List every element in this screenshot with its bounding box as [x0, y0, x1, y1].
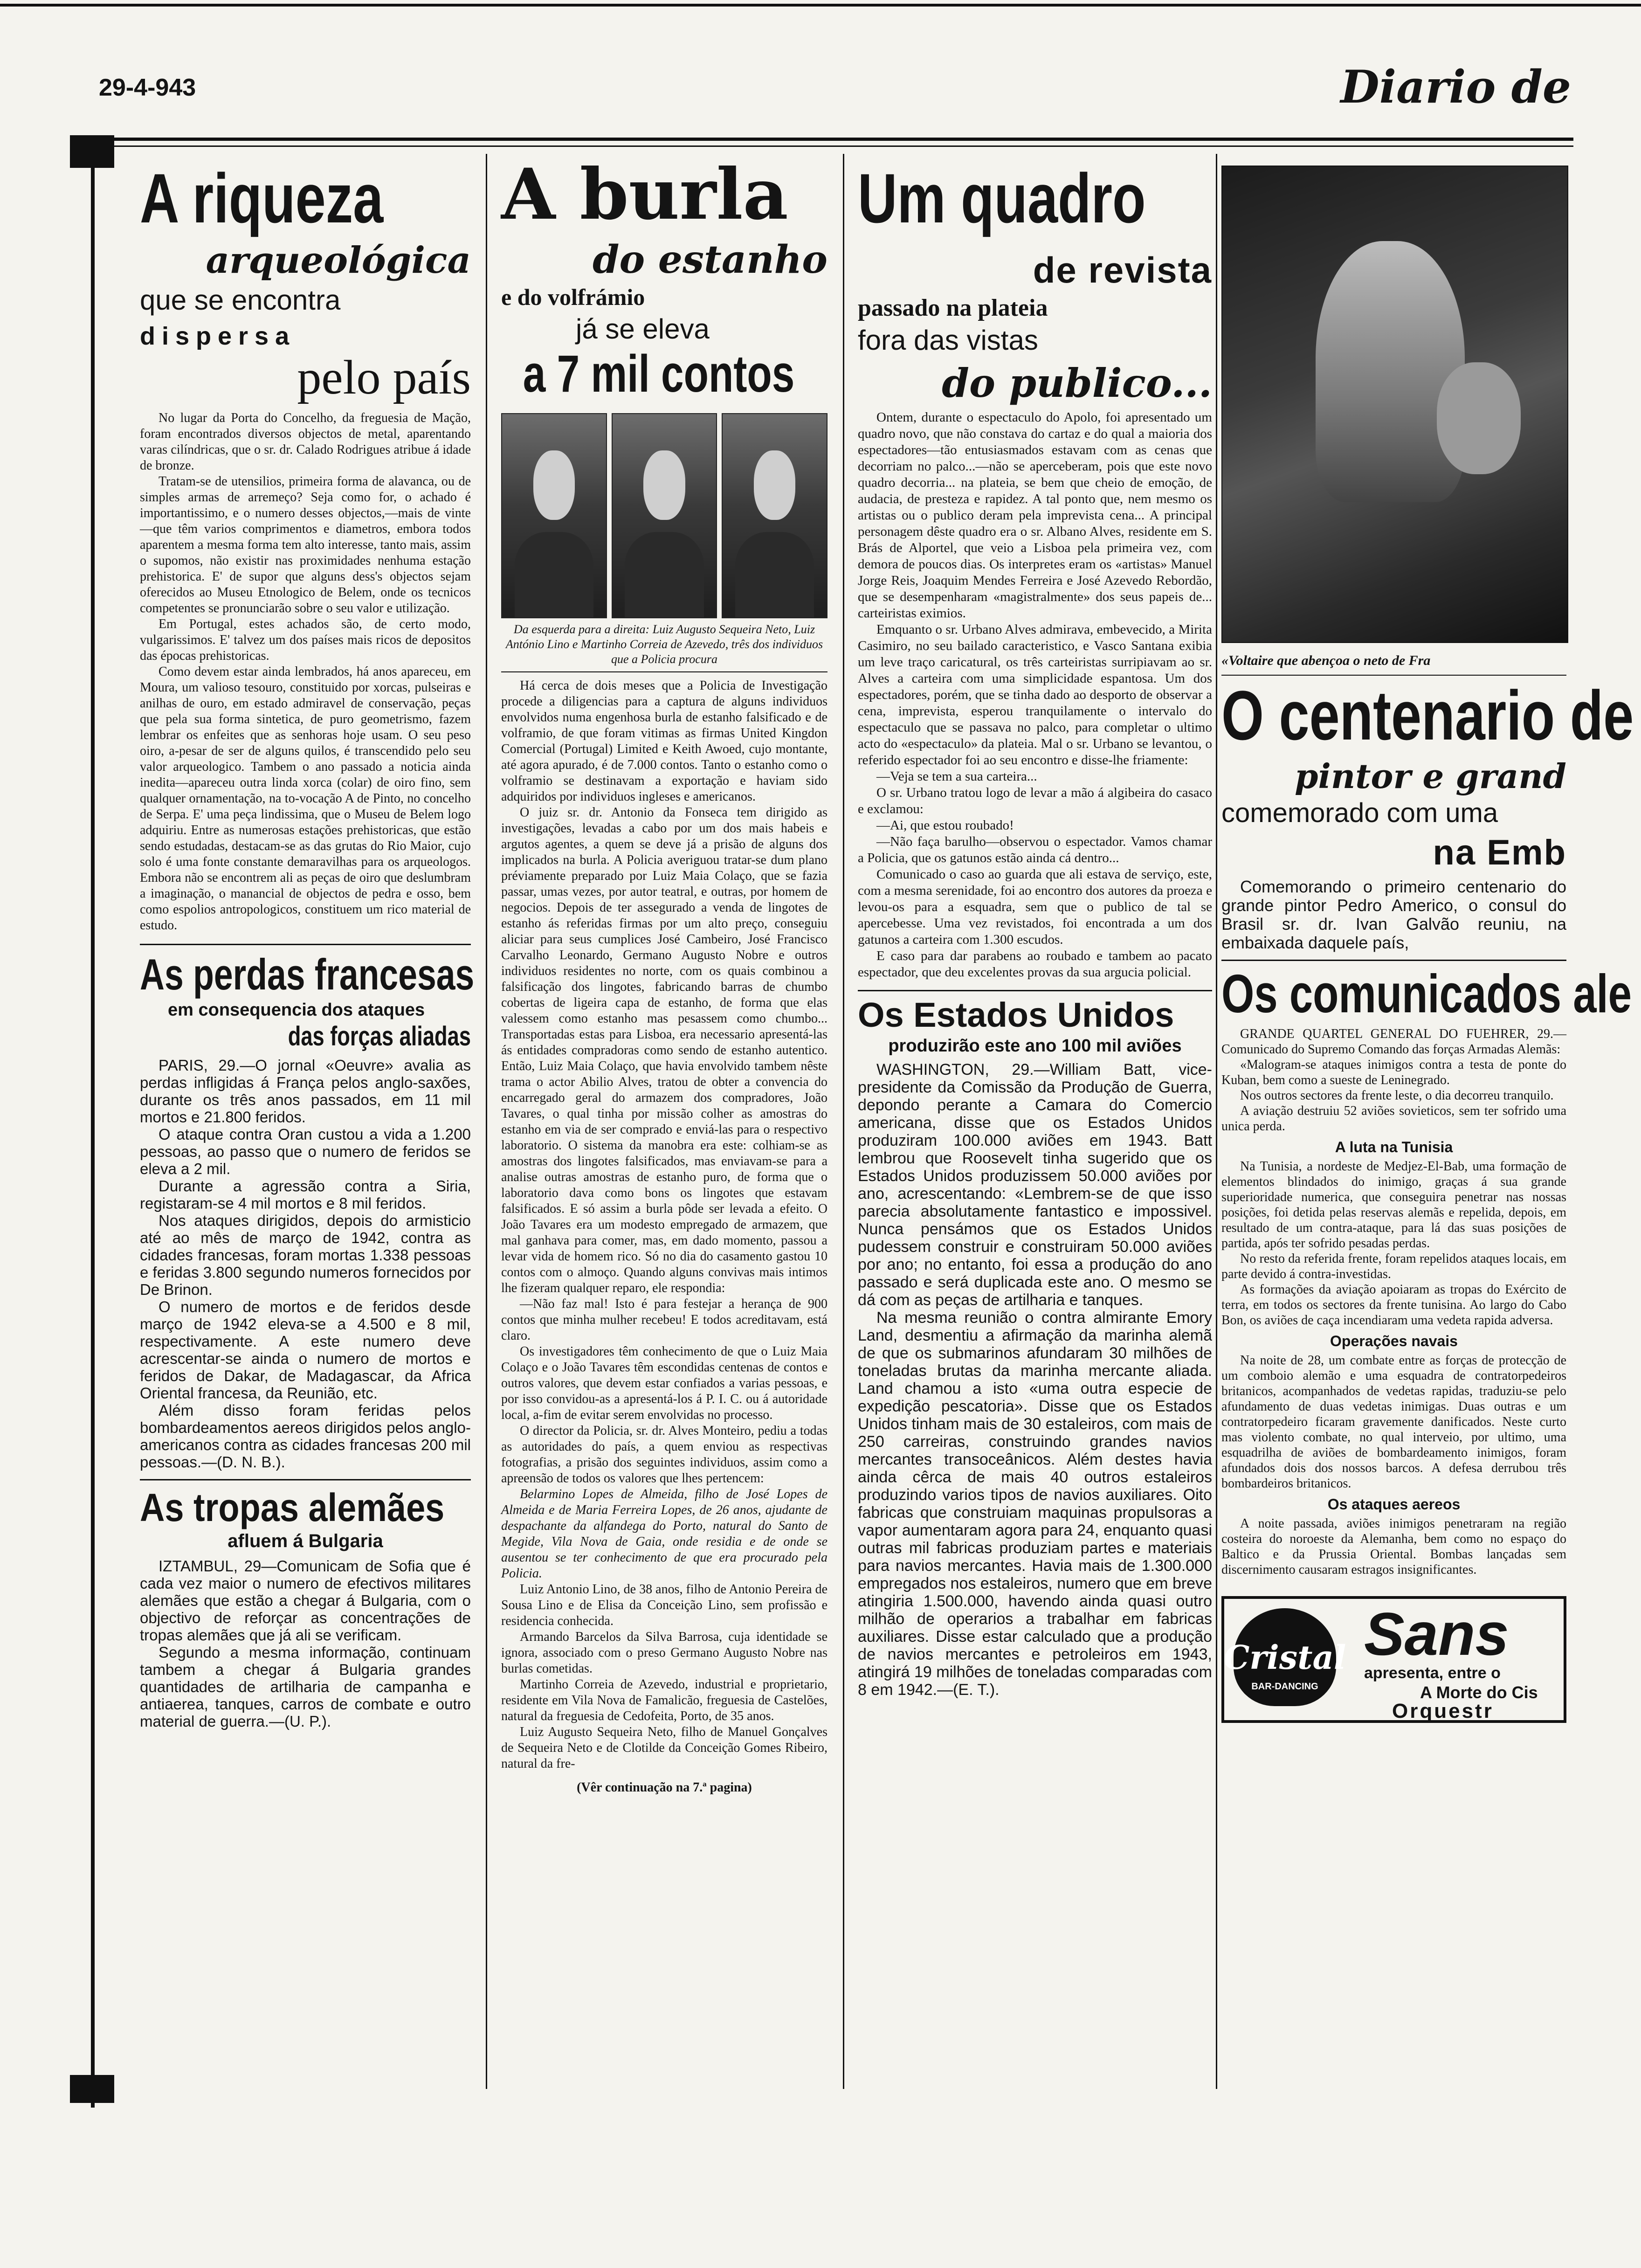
article-archaeology	[140, 154, 475, 2098]
painting-caption: «Voltaire que abençoa o neto de Fra	[1221, 653, 1431, 668]
painting-figure	[1316, 241, 1465, 502]
paragraph: Como devem estar ainda lembrados, há anos apareceu, em Moura, um valioso tesouro, constituido por xorcas, pulseiras e anilhas de ouro, em estado admiravel de conservação, peças que pela sua forma sintetica, de puro geometrismo, fazem lembrar os enfeites que as senhoras hoje usam. O seu peso oiro, a-pesar de ser de alguns quilos, é transcendido pelo seu valor arqueologico. Tambem o ano passado a noticia ainda inedita—apareceu outra linda xorca (colar) de oiro fino, sem qualquer ornamentação, na to-vocação A de Pinto, no concelho de Serpa. E' uma peça lindissima, que o Museu de Belem logo adquiriu. Entre as numerosas estações prehistoricas, que estão sendo estudadas, destacam-se as das grutas do Rio Maior, cujo solo é uma fonte constante demaravilhas para os arqueologos. Embora não se encontrem ali as peças de oiro que deslumbram a imaginação, o manancial de objectos de pedra e osso, bem como espolios antropologicos, constituem um rico material de estudo.	[140, 664, 471, 933]
headline-a-burla: A burla	[501, 153, 788, 235]
section-divider	[1221, 960, 1566, 961]
subhead-do-volframio: e do volfrámio	[501, 284, 645, 310]
headline-tropas-alemaes: As tropas alemães	[140, 1486, 445, 1529]
article-body	[858, 409, 1212, 981]
section-divider	[858, 990, 1212, 991]
top-border-rule	[114, 138, 1573, 141]
section-divider	[1221, 675, 1566, 676]
paragraph: Na noite de 28, um combate entre as forças de protecção de um comboio alemão e uma esquadra de contratorpedeiros britanicos, acompanhados de vedetas rapidas, traduziu-se pelo afundamento de duas vedetas inimigas. Duas outras e um contratorpedeiro ficaram gravemente danificados. Neste curto mas violento combate, no qual interveio, por ultimo, uma esquadrilha de aviões de bombardeamento inimigos, foram afundados dois dos nossos barcos. A defesa derrubou três bombardeiros britanicos.	[1221, 1353, 1566, 1491]
paragraph: Além disso foram feridas pelos bombardeamentos aereos dirigidos pelos anglo-americanos contra as cidades francesas 200 mil pessoas.—(D. N. B.).	[140, 1402, 471, 1471]
subhead-em-consequencia: em consequencia dos ataques	[168, 1000, 425, 1020]
issue-date: 29-4-943	[99, 74, 196, 101]
article-body	[1221, 1353, 1566, 1491]
paragraph: Armando Barcelos da Silva Barrosa, cuja identidade se ignora, associado com o preso Germano Augusto Nobre nas burlas cometidas.	[501, 1630, 827, 1676]
paragraph: A noite passada, aviões inimigos penetraram na região costeira do noroeste da Alemanha, bem como no espaço do Baltico e da Prussia Oriental. Bombas lançadas sem discernimento causaram estragos insignificantes.	[1221, 1516, 1566, 1577]
section-divider	[140, 1479, 471, 1480]
paragraph: Durante a agressão contra a Siria, registaram-se 4 mil mortos e 8 mil feridos.	[140, 1177, 471, 1212]
paragraph: As formações da aviação apoiaram as tropas do Exército de terra, em todos os sectores da frente tunisina. Ao largo do Cabo Bon, os aviões de caça incendiaram uma vedeta rapida adversa.	[1221, 1282, 1566, 1328]
paragraph: —Ai, que estou roubado!	[876, 818, 1014, 833]
ad-line: apresenta, entre o	[1364, 1664, 1501, 1682]
paragraph: Nos ataques dirigidos, depois do armisticio até ao mês de março de 1942, contra as cidades francesas, foram mortas 1.338 pessoas e feridas 3.800 segundo numeros fornecidos por De Brinon.	[140, 1212, 471, 1298]
headline-estados-unidos: Os Estados Unidos	[858, 996, 1174, 1034]
paragraph: Belarmino Lopes de Almeida, filho de José Lopes de Almeida e de Maria Ferreira Lopes, de 26 anos, ajudante de despachante da alfandega do Porto, natural do Santo de Megide, Vila Nova de Gaia, onde residia e de onde se ausentou se ter conhecimento de que era procurado pela Policia.	[501, 1487, 827, 1581]
paragraph: Na Tunisia, a nordeste de Medjez-El-Bab, uma formação de elementos blindados do inimigo, graças á sua grande superioridade numerica, que conseguira penetrar nas nossas posições, foi detida pelas reservas alemãs e repelida, depois, em resultado de um contra-ataque, para lá das suas posições de partida, após ter sofrido pesadas perdas.	[1221, 1159, 1566, 1251]
ad-title: Sans	[1364, 1600, 1509, 1668]
subhead-pintor: pintor e grand	[1295, 756, 1566, 796]
paragraph: WASHINGTON, 29.—William Batt, vice-presidente da Comissão da Produção de Guerra, depondo perante a Camara do Comercio americana, disse que os Estados Unidos produziram 100.000 aviões em 1943. Batt lembrou que Roosevelt tinha sugerido que os Estados Unidos produzissem 50.000 aviões por ano, acrescentando: «Lembrem-se de que isso parecia absolutamente fantastico e impossivel. Nunca pensámos que os Estados Unidos pudessem construir e construiram 50.000 aviões por ano; no entanto, foi essa a produção do ano passado e será duplicada este ano. O mesmo se dá com as peças de artilharia e tanques.	[858, 1061, 1212, 1309]
column-rule-3	[1216, 154, 1217, 2089]
subhead-do-publico: do publico...	[942, 360, 1212, 406]
paragraph: O numero de mortos e de feridos desde março de 1942 eleva-se a 4.500 e 8 mil, respectivamente. A este numero deve acrescentar-se ainda o numero de mortos e feridos de Dakar, de Madagascar, da Africa Oriental francesa, da Reunião, etc.	[140, 1298, 471, 1402]
paragraph: GRANDE QUARTEL GENERAL DO FUEHRER, 29.—Comunicado do Supremo Comando das forças Armadas Alemãs:	[1221, 1027, 1566, 1057]
subhead-comemorado: comemorado com uma	[1221, 798, 1498, 828]
portrait-photo	[501, 413, 607, 618]
headline-perdas-francesas: As perdas francesas	[140, 950, 475, 999]
subhead-100-mil-avioes: produzirão este ano 100 mil aviões	[888, 1036, 1182, 1056]
subhead-plateia: passado na plateia	[858, 295, 1048, 321]
paragraph: Em Portugal, estes achados são, de certo modo, vulgarissimos. E' talvez um dos países mais ricos de depositos das épocas prehistoricas.	[140, 617, 471, 663]
ad-logo-text: Cristal	[1223, 1638, 1346, 1677]
paragraph: A aviação destruiu 52 aviões sovieticos, sem ter sofrido uma unica perda.	[1221, 1104, 1566, 1134]
paragraph: Ontem, durante o espectaculo do Apolo, foi apresentado um quadro novo, que não constava do cartaz e do qual a maioria dos espectadores—tão entusiasmados estavam com as cenas que decorriam no palco...—não se aperceberam, pois que este novo quadro decorria... na plateia, se bem que cheio de emoção, de audacia, de presteza e rapidez. A tal ponto que, nem mesmo os artistas ou o publico deram pela imprevista cena... A principal personagem dêste quadro era o sr. Albano Alves, residente em S. Brás de Alportel, que veio a Lisboa pela primeira vez, com demora de poucos dias. Os interpretes eram os «artistas» Manuel Jorge Reis, Joaquim Mendes Ferreira e José Azevedo Rebordão, que se desempenharam «magistralmente» dos seus papeis de... carteiristas eximios.	[858, 410, 1212, 621]
section-divider	[501, 671, 827, 672]
subhead-embaixada: na Emb	[1433, 833, 1566, 872]
subhead-de-revista: de revista	[1033, 249, 1212, 290]
portrait-photo	[722, 413, 827, 618]
article-body	[1221, 1159, 1566, 1328]
paragraph: —Não faz mal! Isto é para festejar a herança de 900 contos que minha mulher recebeu! E todos acreditavam, está claro.	[501, 1297, 827, 1343]
ad-line: Orquestr	[1392, 1700, 1494, 1722]
article-body	[140, 1057, 471, 1471]
top-border	[0, 4, 1641, 7]
paragraph: Nos outros sectores da frente leste, o dia decorreu tranquilo.	[1240, 1088, 1554, 1103]
continuation-note: (Vêr continuação na 7.ª pagina)	[577, 1780, 752, 1795]
photo-caption: Da esquerda para a direita: Luiz Augusto Sequeira Neto, Luiz António Lino e Martinho Correia de Azevedo, três dos individuos que a Policia procura	[505, 622, 823, 666]
subhead-tunisia: A luta na Tunisia	[1335, 1139, 1453, 1155]
article-body	[1221, 1516, 1566, 1577]
portrait-photo	[612, 413, 717, 618]
paragraph: Os investigadores têm conhecimento de que o Luiz Maia Colaço e o João Tavares têm escondidas centenas de contos e outros valores, que devem estar confiados a varias pessoas, e por isso convidou-as a apresentá-los á P. I. C. ou á autoridade local, a-fim de evitar serem envolvidas no processo.	[501, 1344, 827, 1422]
article-tin-fraud	[501, 154, 827, 2098]
paragraph: —Veja se tem a sua carteira...	[876, 769, 1037, 784]
paragraph: Na mesma reunião o contra almirante Emory Land, desmentiu a afirmação da marinha alemã de que os submarinos afundaram 30 milhões de toneladas brutas da marinha mercante aliada. Land chamou a isto «uma outra especie de expedição pescatoria». Disse que os Estados Unidos tinham mais de 30 estaleiros, com mais de 250 carreiras, construindo grandes navios mercantes transoceânicos. Além destes havia ainda cêrca de mais 40 outros estaleiros produzindo varios tipos de navios auxiliares. Oito fabricas que construiam maquinas propulsoras a vapor aumentaram agora para 24, enquanto quasi outras mil fabricas produziam partes e materiais para navios mercantes. Havia mais de 1.300.000 empregados nos estaleiros, numero que em breve atingiria 1.500.000, havendo ainda quasi outro milhão de operarios a trabalhar em fabricas auxiliares. Disse estar calculado que a produção de navios mercantes e petroleiros em 1943, atingirá 19 milhões de toneladas comparadas com 8 em 1942.—(E. T.).	[858, 1309, 1212, 1699]
paragraph: E caso para dar parabens ao roubado e tambem ao pacato espectador, que deu excelentes provas da sua argucia policial.	[858, 948, 1212, 980]
left-border-rule	[91, 135, 95, 2108]
paragraph: —Não faça barulho—observou o espectador. Vamos chamar a Policia, que os gatunos estão ainda cá dentro...	[858, 834, 1212, 865]
paragraph: PARIS, 29.—O jornal «Oeuvre» avalia as perdas infligidas á França pelos anglo-saxões, durante os três anos passados, em 11 mil mortos e 21.800 feridos.	[140, 1057, 471, 1126]
article-theatre	[858, 154, 1212, 2098]
article-body	[1221, 1026, 1566, 1134]
painting-photo	[1221, 166, 1568, 643]
paragraph: O ataque contra Oran custou a vida a 1.200 pessoas, ao passo que o numero de feridos se eleva a 2 mil.	[140, 1126, 471, 1177]
paragraph: Luiz Augusto Sequeira Neto, filho de Manuel Gonçalves de Sequeira Neto e de Clotilde da Conceição Gomes Ribeiro, natural da fre-	[501, 1725, 827, 1771]
subhead-forcas-aliadas: das forças aliadas	[288, 1021, 471, 1051]
headline-um-quadro: Um quadro	[858, 159, 1146, 237]
suspects-photos	[501, 413, 827, 618]
headline-a-riqueza: A riqueza	[140, 159, 384, 237]
article-body	[1221, 878, 1566, 952]
subhead-dispersa: dispersa	[140, 322, 296, 350]
subhead-operacoes-navais: Operações navais	[1330, 1333, 1458, 1349]
paragraph: Martinho Correia de Azevedo, industrial e proprietario, residente em Vila Nova de Famalicão, freguesia de Castelões, natural da freguesia de Cedofeita, Porto, de 35 anos.	[501, 1677, 827, 1723]
paragraph: Comunicado o caso ao guarda que ali estava de serviço, este, com a mesma serenidade, foi ao encontro dos autores da proeza e levou-os para a esquadra, sem que o publico de tal se apercebesse. Uma vez revistados, foi encontrada a um dos gatunos a carteira com 1.300 escudos.	[858, 867, 1212, 947]
masthead-title: Diario de	[1340, 61, 1571, 113]
top-border-rule-thin	[114, 145, 1573, 147]
paragraph: IZTAMBUL, 29—Comunicam de Sofia que é cada vez maior o numero de efectivos militares alemães que estão a chegar á Bulgaria, com o objectivo de reforçar as concentrações de tropas alemães que já ali se verificam.	[140, 1557, 471, 1644]
article-body	[140, 410, 471, 933]
subhead-do-estanho: do estanho	[593, 237, 827, 282]
paragraph: No lugar da Porta do Concelho, da freguesia de Mação, foram encontrados diversos objectos de metal, aparentando varas cilíndricas, que o sr. dr. Calado Rodrigues atribue á idade de bronze.	[140, 411, 471, 473]
headline-comunicados: Os comunicados ale	[1221, 963, 1632, 1024]
subhead-ataques-aereos: Os ataques aereos	[1327, 1496, 1461, 1513]
subhead-arqueologica: arqueológica	[206, 239, 471, 282]
section-divider	[140, 944, 471, 945]
paragraph: Há cerca de dois meses que a Policia de Investigação procede a diligencias para a captura de alguns individuos envolvidos numa engenhosa burla de estanho falsificado e de volframio, de que foram vitimas as firmas United Kingdon Comercial (Portugal) Limited e Keith Awoed, cujo montante, até agora apurado, é de 7.000 contos. Tanto o estanho como o volframio se destinavam a exportação e haviam sido adquiridos por individuos ingleses e americanos.	[501, 678, 827, 804]
paragraph: Emquanto o sr. Urbano Alves admirava, embevecido, a Mirita Casimiro, no seu bailado caracteristico, e Vasco Santana exibia um leve traço caricatural, os três carteiristas surripiavam ao sr. Alves a carteira com uma simplicidade espantosa. Um dos espectadores, porém, que se tinha dado ao desporto de observar a cena, imprevista, esperou tranquilamente o intervalo do espectaculo que se passava no palco, para completar o ultimo acto do «espectaculo» da plateia. Mal o sr. Urbano se levantou, o referido espectador foi ao seu encontro e disse-lhe friamente:	[858, 622, 1212, 768]
ad-logo	[1223, 1608, 1346, 1706]
paragraph: Segundo a mesma informação, continuam tambem a chegar á Bulgaria grandes quantidades de artilharia de campanha e antiaerea, tanques, carros de combate e outro material de guerra.—(U. P.).	[140, 1644, 471, 1730]
column-rule-1	[486, 154, 487, 2089]
advertisement	[1221, 1596, 1566, 1723]
paragraph: O director da Policia, sr. dr. Alves Monteiro, pediu a todas as autoridades do país, a quem enviou as respectivas fotografias, a prisão dos seguintes individuos, assim como a apreensão de todos os valores que lhes pertencem:	[501, 1424, 827, 1486]
painting-figure	[1437, 362, 1521, 474]
column-right	[1221, 166, 1634, 2110]
subhead-fora-das-vistas: fora das vistas	[858, 325, 1038, 356]
column-rule-2	[843, 154, 844, 2089]
article-body	[140, 1557, 471, 1730]
ad-line: A Morte do Cis	[1420, 1683, 1538, 1702]
subhead-pelo-pais: pelo país	[297, 351, 471, 404]
subhead-que-se-encontra: que se encontra	[140, 284, 341, 316]
ad-logo-subtext: BAR-DANCING	[1251, 1681, 1318, 1692]
paragraph: O sr. Urbano tratou logo de levar a mão á algibeira do casaco e exclamou:	[858, 785, 1212, 816]
subhead-bulgaria: afluem á Bulgaria	[228, 1531, 383, 1551]
paragraph: O juiz sr. dr. Antonio da Fonseca tem dirigido as investigações, levadas a cabo por um dos mais habeis e argutos agentes, a quem se deve já a prisão de alguns dos implicados na burla. A Policia averiguou tratar-se dum plano préviamente preparado por Luiz Maia Colaço, que se fazia passar, umas vezes, por autor teatral, e outras, por homem de negocios. Depois de ter assegurado a venda de lingotes de estanho ás referidas firmas por um alto preço, conseguiu aliciar para seus cumplices José Cambeiro, José Francisco Carvalho Leonardo, Germano Augusto Nobre e outros individuos residentes no norte, com os quais combinou a falsificação dos lingotes, fabricando barras de chumbo cobertas de ligeira capa de estanho, de forma que elas valessem como estanho mas pesassem como chumbo... Transportadas estas para Lisboa, era necessario apresentá-las ás entidades compradoras como sendo de estanho autentico. Então, Luiz Maia Colaço, que havia envolvido tambem nêste trama o actor Abilio Alves, tratou de obter a convencia do encarregado geral do armazem dos compradores, João Tavares, o qual tinha por missão colher as amostras do estanho em via de ser comprado e enviá-las para o respectivo laboratorio. O sistema da manobra era este: colhiam-se as amostras dos lingotes falsificados, mas enviavam-se para a analise outras amostras de estanho puro, de forma que o laboratorio dava como bons os lingotes que estavam falsificados. E só assim a burla pôde ser levada a efeito. O João Tavares era um modesto empregado de armazem, que mal ganhava para comer, mas, em dado momento, passou a levar vida de homem rico. Só no dia do casamento gastou 10 contos com o almoço. Quando alguns convivas mais intimos lhe fizeram qualquer reparo, ele respondia:	[501, 805, 827, 1295]
subhead-ja-se-eleva: já se eleva	[576, 313, 710, 345]
paragraph: Luiz Antonio Lino, de 38 anos, filho de Antonio Pereira de Sousa Lino e de Elisa da Conceição Lino, sem profissão e residencia conhecida.	[501, 1582, 827, 1628]
headline-centenario: O centenario de	[1221, 676, 1634, 754]
article-body	[858, 1061, 1212, 1699]
paragraph: No resto da referida frente, foram repelidos ataques locais, em parte devido á contra-investidas.	[1221, 1252, 1566, 1281]
paragraph: Comemorando o primeiro centenario do grande pintor Pedro Americo, o consul do Brasil sr. dr. Ivan Galvão reuniu, na embaixada daquele país,	[1221, 877, 1566, 952]
paragraph: «Malogram-se ataques inimigos contra a testa de ponte do Kuban, bem como a sueste de Leninegrado.	[1221, 1058, 1566, 1087]
article-body	[501, 678, 827, 1772]
subhead-7-mil-contos: a 7 mil contos	[523, 345, 795, 403]
paragraph: Tratam-se de utensilios, primeira forma de alavanca, ou de simples armas de arremeço? Seja como for, o achado é importantissimo, e o numero desses objectos,—mais de vinte—que têm varios comprimentos e diametros, embora todos aparentem a mesma forma tem alto interesse, tanto mais, assim o supomos, não existir nas proximidades nenhuma estação prehistorica. E' de supor que alguns dess's objectos sejam oferecidos ao Museu Etnologico de Belem, onde os tecnicos competentes se pronunciarão sobre o seu valor e utilização.	[140, 474, 471, 615]
